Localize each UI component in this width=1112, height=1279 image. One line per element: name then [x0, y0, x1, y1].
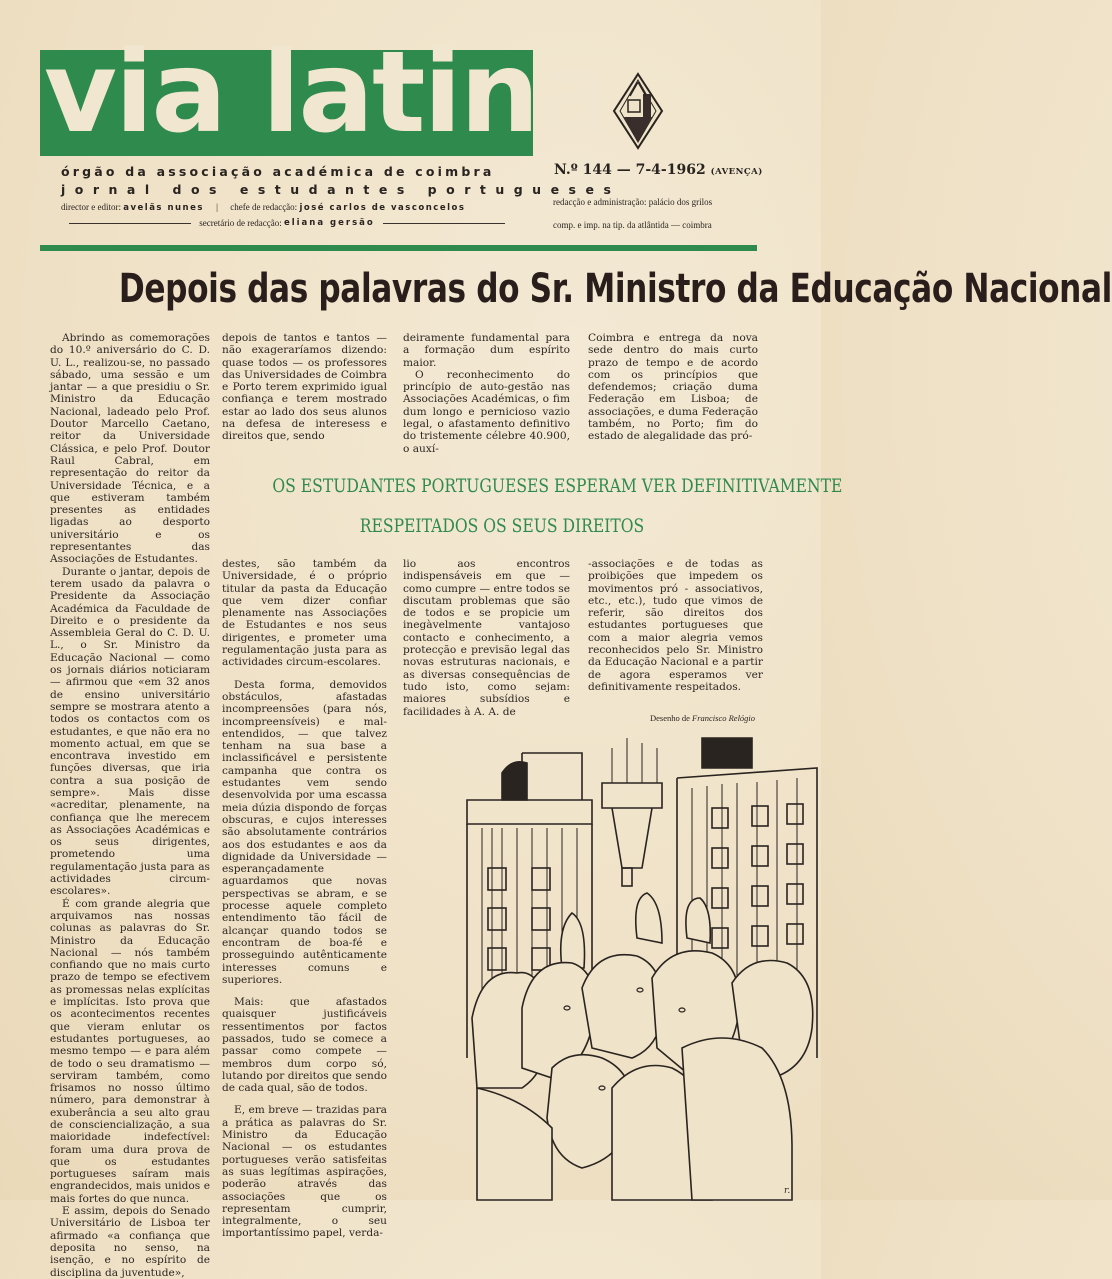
- article-column-2-top: [222, 332, 387, 443]
- paragraph: -associações e de todas as proibições que impedem os movimentos pró - associativos, etc., etc.), tudo que vimos de referir, são direitos dos estudantes portugueses que com a maior alegria vemos reconhecidos pelo Sr. Ministro da Educação Nacional e a partir de agora esperamos ver definitivamente respeitados.: [588, 558, 763, 693]
- article-column-4-top: [588, 332, 758, 443]
- article-column-3-bottom: [403, 558, 570, 718]
- building-center-tower: [602, 738, 662, 886]
- paragraph: deiramente fundamental para a formação dum espírito maior.: [403, 332, 570, 369]
- secretary-credit: [61, 218, 513, 228]
- address-line: redacção e administração: palácio dos grilos: [553, 197, 713, 207]
- paragraph: É com grande alegria que arquivamos nas nossas colunas as palavras do Sr. Ministro da Educação Nacional — nós também confiando que no mais curto prazo de tempo se efectivem as promessas nelas explícitas e implícitas. Isto prova que os acontecimentos recentes que vieram enlutar os estudantes portugueses, ao mesmo tempo — e para além de todo o seu dramatismo — serviram também, como frisamos no nosso último número, para demonstrar à exuberância a seu alto grau de consciencialização, a sua maioridade indefectível: foram uma dura prova de que os estudantes portugueses saíram mais engrandecidos, mais unidos e mais fortes do que nunca.: [50, 897, 210, 1205]
- paragraph: Abrindo as comemorações do 10.º aniversário do C. D. U. L., realizou-se, no passado sábado, uma sessão e um jantar — a que presidiu o Sr. Ministro da Educação Nacional, ladeado pelo Prof. Doutor Marcello Caetano, reitor da Universidade Clássica, e pelo Prof. Doutor Raul Cabral, em representação do reitor da Universidade Técnica, e a que estiveram também presentes as entidades ligadas ao desporto universitário e os representantes das Associações de Estudantes.: [50, 332, 210, 566]
- article-column-4-bottom: [588, 558, 763, 693]
- paragraph: Coimbra e entrega da nova sede dentro do mais curto prazo de tempo e de acordo com os princípios que defendemos; criação duma Federação em Lisboa; de associações, e duma Federação também, no Porto; fim do estado de alegalidade das pró-: [588, 332, 758, 443]
- masthead-subtitle-association: órgão da associação académica de coimbra: [61, 164, 495, 179]
- paragraph: E, em breve — trazidas para a prática as palavras do Sr. Ministro da Educação Nacional — os estudantes portugueses verão satisfeitas as suas legítimas aspirações, poderão através das associações que os representam cumprir, integralmente, o seu importantíssimo papel, verda-: [222, 1104, 387, 1240]
- article-subheadline-line-1: OS ESTUDANTES PORTUGUESES ESPERAM VER DEFINITIVAMENTE: [272, 475, 843, 497]
- issue-info: [554, 162, 763, 178]
- illustration-artist: Francisco Relógio: [692, 713, 756, 723]
- divider: [383, 223, 505, 224]
- paragraph: Durante o jantar, depois de terem usado da palavra o Presidente da Associação Académica da Faculdade de Direito e o presidente da Assembleia Geral do C. D. U. L., o Sr. Ministro da Educação Nacional — como os jornais diários noticiaram — afirmou que «em 32 anos de ensino universitário sempre se mostrara atento a todos os contactos com os estudantes, e que não era no momento actual, em que se encontrava investido em funções diversas, que iria contra a sua posição de sempre». Mais disse «acreditar, plenamente, na confiança que lhe merecem as Associações Académicas e os seus dirigentes, prometendo uma regulamentação justa para as actividades circum-escolares».: [50, 565, 210, 898]
- paragraph: lio aos encontros indispensáveis em que — como cumpre — entre todos se discutam problemas que são de todos e se propicie um inegàvelmente vantajoso contacto e conhecimento, a protecção e previsão legal das novas estruturas nacionais, e as diversas consequências de tudo isto, como sejam: maiores subsídios e facilidades à A. A. de: [403, 558, 570, 718]
- newspaper-title: via latina: [44, 28, 612, 158]
- article-column-2-bottom: [222, 558, 387, 1240]
- director-name: avelãs nunes: [123, 203, 204, 213]
- editorial-credits: [61, 202, 465, 213]
- secretary-label: secretário de redacção:: [199, 218, 282, 228]
- caption-prefix: Desenho de: [650, 713, 690, 723]
- masthead-subtitle-journal: jornal dos estudantes portugueses: [61, 182, 621, 197]
- paragraph: O reconhecimento do princípio de auto-gestão nas Associações Académicas, o fim dum longo e pernicioso vazio legal, o afastamento definitivo do tristemente célebre 40.900, o auxí-: [403, 368, 570, 455]
- paragraph: Desta forma, demovidos obstáculos, afastadas incompreensões (para nós, incompreensíveis) e mal-entendidos, — que talvez tenham na sua base a inclassificável e persistente campanha que contra os estudantes vem sendo desenvolvida por uma escassa meia dúzia dispondo de forças obscuras, e cujos interesses são absolutamente contrários aos dos estudantes e aos da dignidade da Universidade — esperançadamente aguardamos que novas perspectivas se abram, e se processe aquele completo entendimento tão fácil de alcançar quando todos se encontram de boa-fé e prosseguindo autênticamente interesses comuns e superiores.: [222, 678, 387, 986]
- credits-separator: |: [216, 202, 218, 212]
- paragraph: Mais: que afastados quaisquer justificáveis ressentimentos por factos passados, tudo se comece a passar como compete — membros dum corpo só, lutando por direitos que sendo de cada qual, são de todos.: [222, 996, 387, 1095]
- article-subheadline-line-2: RESPEITADOS OS SEUS DIREITOS: [359, 515, 645, 537]
- director-label: director e editor:: [61, 202, 121, 212]
- issue-note: (AVENÇA): [710, 167, 763, 177]
- chief-label: chefe de redacção:: [230, 202, 298, 212]
- illustration-caption: [650, 713, 755, 723]
- secretary-name: eliana gersão: [283, 218, 375, 228]
- article-headline: Depois das palavras do Sr. Ministro da Educação Nacional: [118, 266, 1112, 312]
- divider: [69, 223, 191, 224]
- paragraph: depois de tantos e tantos — não exageraríamos dizendo: quase todos — os professores das Universidades de Coimbra e Porto terem exprimido igual confiança e terem mostrado estar ao lado dos seus alunos na defesa de interesess e direitos que, sendo: [222, 332, 387, 443]
- article-column-3-top: [403, 332, 570, 455]
- paragraph: destes, são também da Universidade, é o próprio titular da pasta da Educação que vem dizer confiar plenamente nas Associações de Estudantes e nos seus dirigentes, e prometer uma regulamentação justa para as actividades circum-escolares.: [222, 558, 387, 669]
- chief-name: josé carlos de vasconcelos: [299, 203, 466, 213]
- article-column-1: [50, 332, 210, 1279]
- masthead-divider: [40, 245, 757, 251]
- issue-number-date: N.º 144 — 7-4-1962: [554, 162, 706, 178]
- aac-emblem-icon: [612, 72, 664, 150]
- students-crowd-city-illustration: [462, 728, 821, 1200]
- paragraph: E assim, depois do Senado Universitário de Lisboa ter afirmado «a confiança que deposita no senso, na isenção, e no espírito de disciplina da juventude»,: [50, 1205, 210, 1279]
- printer-line: comp. e imp. na tip. da atlântida — coimbra: [553, 220, 712, 230]
- artist-signature: r.: [784, 1186, 791, 1196]
